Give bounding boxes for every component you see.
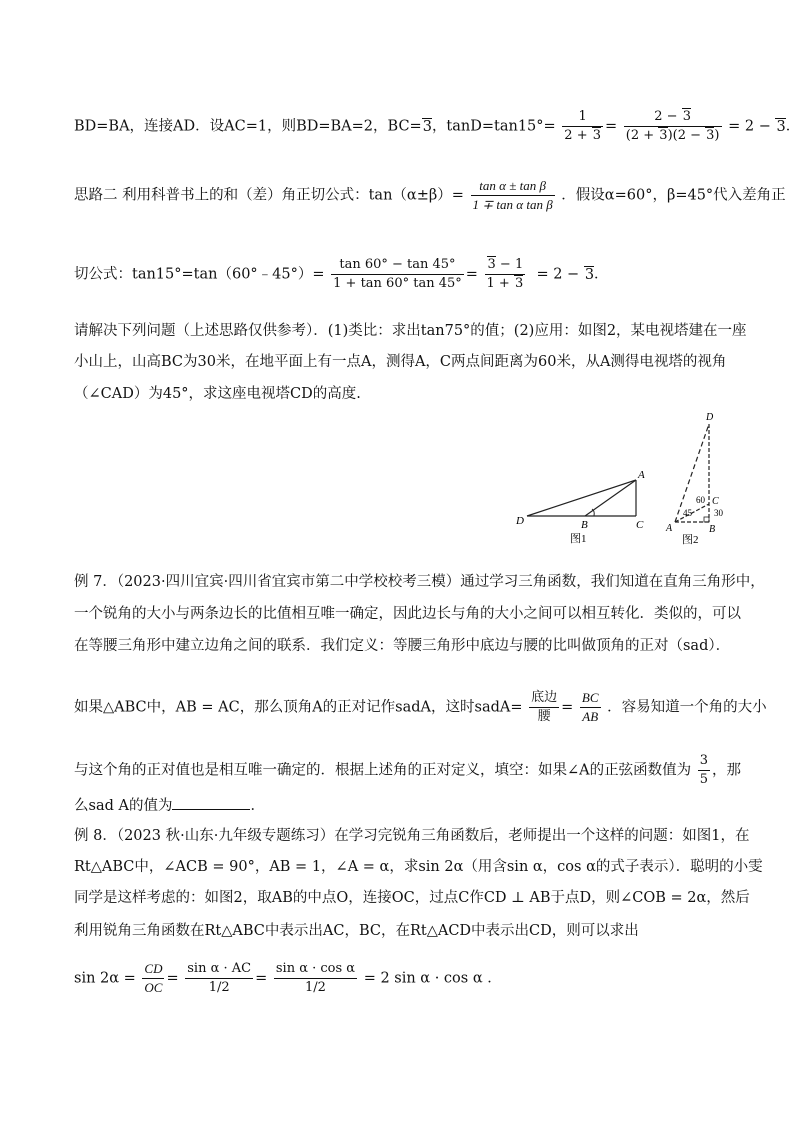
ex8-fraction-1: $\frac{CD}{OC}$ [144, 961, 163, 995]
fraction-2-den: (2 + 3)(2 − 3) [625, 128, 720, 143]
ex8-line-4: 利用锐角三角函数在Rt△ABC中表示出AC，BC，在Rt△ACD中表示出CD，则可以求出 [74, 923, 639, 939]
line-p1: BD=BA，连接AD．设AC=1，则BD=BA=2，BC=3，tanD=tan15°= $\frac{1}{2 + 3}$ = $\frac{2 - 3}{(2 + 3)(2 - 3)}$ = 2 − 3． [74, 109, 800, 143]
fig1-label-d: D [516, 515, 524, 527]
ex8-line-3: 同学是这样考虑的：如图2，取AB的中点O，连接OC，过点C作CD ⊥ AB于点D，则∠COB = 2α，然后 [74, 890, 750, 906]
fig1-label-c: C [636, 519, 644, 531]
p2-text-a: 思路二 利用科普书上的和（差）角正切公式：tan（α±β）= [74, 187, 464, 204]
sine-fraction: $\frac{3}{5}$ [699, 753, 709, 787]
formula-fraction [471, 177, 555, 214]
ex7-line-5: 与这个角的正对值也是相互唯一确定的．根据上述角的正对定义，填空：如果∠A的正弦函数值为 $\frac{3}{5}$ ，那 [74, 753, 742, 787]
sad-fraction-2: $\frac{BC}{AB}$ [581, 690, 599, 724]
fig2-height-30: 30 [714, 508, 723, 518]
fig1-label-b: B [581, 519, 588, 531]
ex7-line-6: 么sad A的值为 ． [74, 795, 265, 816]
fraction-2 [624, 108, 722, 145]
p3-result: = 2 − [536, 266, 584, 283]
fig1-caption: 图1 [570, 533, 587, 545]
fig2-label-a: A [666, 523, 673, 534]
formula-num: tan α ± tan β [479, 178, 546, 193]
figure-2 [665, 412, 724, 546]
p1-tan15: ，tanD=tan15°= [431, 118, 556, 135]
ex7-line-4: 如果△ABC中，AB = AC，那么顶角A的正对记作sadA，这时sadA= $\frac{\text{底边}}{\text{腰}}$ = $\frac{BC}{AB}$ ．容易知道一个角的大小 [74, 690, 767, 724]
ex7-line-2: 一个锐角的大小与两条边长的比值相互唯一确定，因此边长与角的大小之间可以相互转化．类似的，可以 [74, 606, 741, 622]
p3-text-a: 切公式：tan15°=tan（60°﹣45°）= [74, 266, 325, 283]
fig2-angle-45: 45 [683, 508, 692, 518]
fraction-4: $\frac{3 - 1}{1 + 3}$ [486, 257, 524, 291]
figure-1 [515, 469, 645, 545]
formula-den: 1 ∓ tan α tan β [472, 197, 553, 212]
ex7-line-3: 在等腰三角形中建立边角之间的联系．我们定义：等腰三角形中底边与腰的比叫做顶角的正对（sad）． [74, 638, 731, 654]
figures [0, 410, 800, 550]
sad-fraction-1: $\frac{\text{底边}}{\text{腰}}$ [531, 690, 558, 724]
fraction-1-den: 2 + 3 [564, 128, 602, 143]
fig2-label-c: C [712, 496, 719, 507]
fraction-2-num: 2 − 3 [654, 109, 691, 124]
problem-line-2: 小山上，山高BC为30米，在地平面上有一点A，测得A，C两点间距离为60米，从A测得电视塔的视角 [74, 354, 727, 370]
problem-line-3: （∠CAD）为45°，求这座电视塔CD的高度. [74, 386, 361, 402]
ex8-fraction-2: $\frac{\text{sin α · AC}}{1/2}$ [187, 961, 252, 995]
ex8-line-2: Rt△ABC中，∠ACB = 90°，AB = 1，∠A = α，求sin 2α（用含sin α，cos α的式子表示）．聪明的小雯 [74, 859, 763, 875]
fig1-label-a: A [638, 469, 645, 481]
fraction-3: $\frac{\tan 60^\circ - \tan 45^\circ}{1 + \tan 60^\circ \tan 45^\circ}$ [333, 257, 462, 291]
sqrt-3: 3 [422, 118, 432, 135]
ex8-fraction-3: $\frac{\text{sin α · cos α}}{1/2}$ [275, 961, 356, 995]
p1-result: = 2 − [728, 118, 776, 135]
ex8-line-5: sin 2α = $\frac{CD}{OC}$ = $\frac{\text{sin α · AC}}{1/2}$ = $\frac{\text{sin α · cos α}}{1/2}$ = 2 sin α · cos α ． [74, 961, 502, 995]
ex7-line-1: 例 7．（2023·四川宜宾·四川省宜宾市第二中学校校考三模）通过学习三角函数，我们知道在直角三角形中， [74, 574, 765, 590]
problem-line-1: 请解决下列问题（上述思路仅供参考）．(1)类比：求出tan75°的值；(2)应用：如图2，某电视塔建在一座 [74, 323, 747, 339]
answer-blank[interactable] [172, 795, 250, 810]
fraction-1 [562, 108, 603, 145]
p1-text: BD=BA，连接AD．设AC=1，则BD=BA=2，BC= [74, 118, 422, 135]
fig2-angle-60: 60 [696, 495, 705, 505]
line-p3: 切公式：tan15°=tan（60°﹣45°）= $\frac{\tan 60^\circ - \tan 45^\circ}{1 + \tan 60^\circ \tan 45^\circ}$ = $\frac{3 - 1}{1 + 3}$ = 2 − 3． [74, 257, 609, 291]
ex8-line-1: 例 8．（2023 秋·山东·九年级专题练习）在学习完锐角三角函数后，老师提出一个这样的问题：如图1，在 [74, 828, 750, 844]
line-p2 [74, 177, 786, 214]
p2-text-b: ．假设α=60°，β=45°代入差角正 [561, 187, 786, 204]
fig2-label-d: D [706, 412, 714, 423]
fraction-1-num: 1 [578, 109, 587, 124]
fig2-caption: 图2 [682, 534, 699, 546]
fig2-label-b: B [709, 524, 716, 535]
